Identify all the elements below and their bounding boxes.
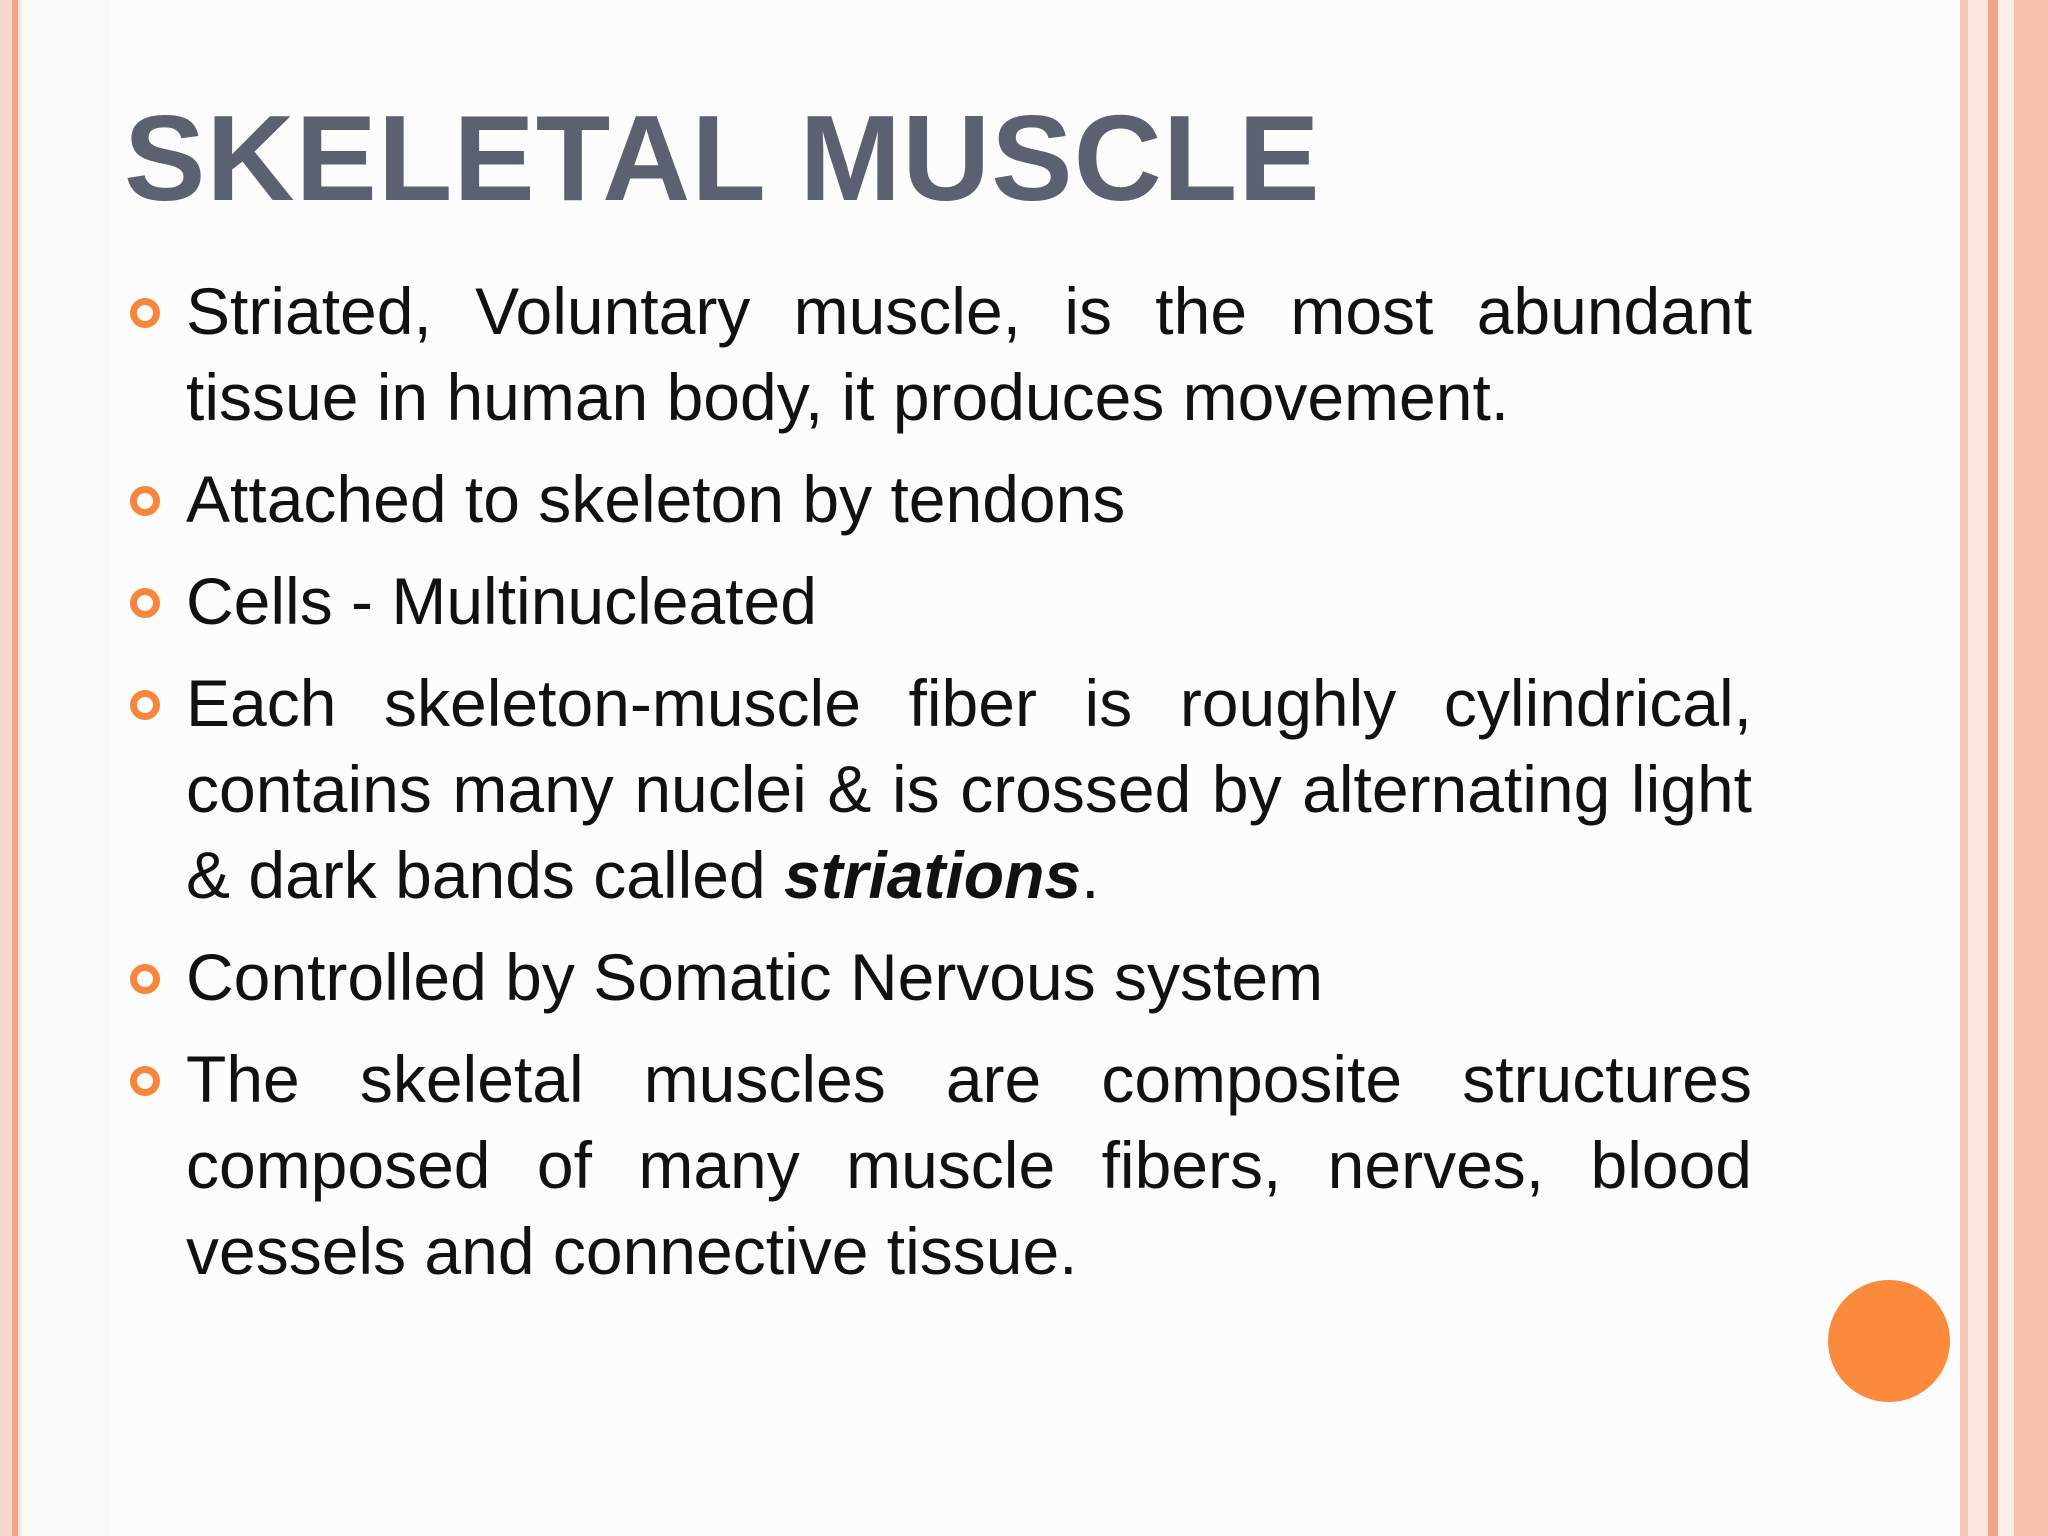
bullet-text: Attached to skeleton by tendons [186,462,1126,536]
hollow-circle-bullet-icon [130,298,160,328]
slide-title: SKELETAL MUSCLE [124,90,1321,226]
bullet-emphasis-striations: striations [784,838,1082,912]
bullet-item-controlled [124,934,1752,1020]
bullet-text: The skeletal muscles are composite structures composed of many muscle fibers, nerves, blood vessels and connective tissue. [186,1042,1752,1288]
hollow-circle-bullet-icon [130,690,160,720]
bullet-text: Striated, Voluntary muscle, is the most abundant tissue in human body, it produces movement. [186,274,1752,434]
left-stripe-outer [0,0,12,1536]
bullet-text: Each skeleton-muscle fiber is roughly cylindrical, contains many nuclei & is crossed by alternating light & dark bands called [186,666,1752,912]
right-stripe-1 [1968,0,1988,1536]
bullet-item-attached [124,456,1752,542]
bullet-list [124,268,1752,1310]
hollow-circle-bullet-icon [130,964,160,994]
hollow-circle-bullet-icon [130,486,160,516]
bullet-text: Controlled by Somatic Nervous system [186,940,1324,1014]
bullet-text-end: . [1081,838,1100,912]
bullet-text: Cells - Multinucleated [186,564,817,638]
right-stripe-3 [1998,0,2014,1536]
right-stripe-0 [1960,0,1968,1536]
hollow-circle-bullet-icon [130,588,160,618]
hollow-circle-bullet-icon [130,1066,160,1096]
bullet-item-cells [124,558,1752,644]
bullet-item-fiber [124,660,1752,918]
orange-circle-icon [1828,1280,1950,1402]
right-stripe-accent [1988,0,1998,1536]
right-stripe-outer [2014,0,2048,1536]
bullet-item-striated [124,268,1752,440]
bullet-item-composite [124,1036,1752,1294]
